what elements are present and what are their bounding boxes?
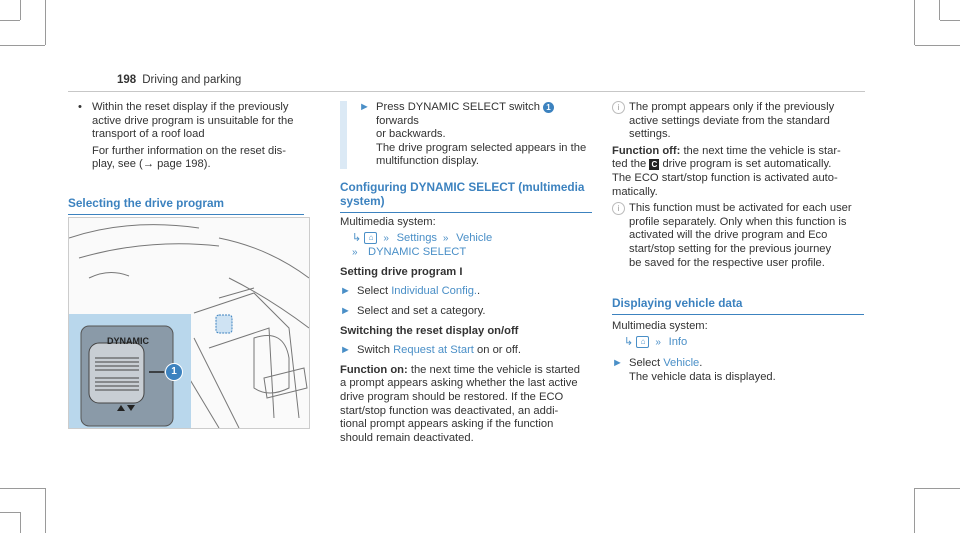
chevron-right-icon: » xyxy=(352,247,358,259)
switch-highlight-marker xyxy=(216,315,232,333)
figure-label: DYNAMIC xyxy=(107,336,149,346)
menu-settings[interactable]: Settings xyxy=(396,231,438,244)
text-line: or backwards. xyxy=(376,128,446,141)
dynamic-select-switch xyxy=(89,343,144,403)
instruction-step xyxy=(359,101,592,169)
crop-mark xyxy=(20,0,21,20)
step-arrow-icon: ► xyxy=(359,101,370,113)
crop-mark xyxy=(914,0,915,45)
multimedia-label: Multimedia system: xyxy=(612,320,708,332)
page-reference-link[interactable]: play, see (→ page 198). xyxy=(92,158,211,171)
instruction-step: ► Select and set a category. xyxy=(340,304,486,317)
menu-info[interactable]: Info xyxy=(668,335,688,348)
step-arrow-icon: ► xyxy=(340,344,351,357)
crop-mark xyxy=(45,0,46,45)
section-title: Configuring DYNAMIC SELECT (multimedia system) xyxy=(340,180,592,213)
page-header-title: Driving and parking xyxy=(142,74,242,86)
path-arrow-icon: ↳ xyxy=(352,231,362,244)
menu-vehicle-data[interactable]: Vehicle xyxy=(663,357,700,370)
figure-illustration xyxy=(69,218,309,428)
section-title: Selecting the drive program xyxy=(68,196,304,215)
figure-drive-program-switch xyxy=(68,217,310,429)
column-right xyxy=(612,101,864,270)
function-on-paragraph: Function on: the next time the vehicle is started a prompt appears asking whether the last active drive program should be restored. If the ECO start/stop function was deactivated, an addi- tional prompt appears asking if the function should remain deactivated. xyxy=(340,363,580,444)
multimedia-label: Multimedia system: xyxy=(340,216,436,228)
text-line: Press DYNAMIC SELECT switch 1 forwards xyxy=(376,101,592,128)
crop-mark xyxy=(915,488,960,489)
step-arrow-icon: ► xyxy=(612,357,623,370)
crop-mark xyxy=(939,0,940,20)
note: i The prompt appears only if the previously active settings deviate from the standard settings. xyxy=(612,101,864,142)
menu-vehicle[interactable]: Vehicle xyxy=(456,231,493,244)
page-number: 198 xyxy=(117,74,137,86)
note: i This function must be activated for each user profile separately. Only when this function is activated will the drive program and Eco start/stop setting for the previous journey be saved for the respective user profile. xyxy=(612,202,864,270)
subheading: Setting drive program I xyxy=(340,265,463,278)
crop-mark xyxy=(940,20,960,21)
home-icon[interactable]: ⌂ xyxy=(636,336,649,348)
crop-mark xyxy=(45,488,46,533)
instruction-step: ► Select Vehicle. The vehicle data is displayed. xyxy=(612,357,776,383)
text-line: transport of a roof load xyxy=(92,128,205,141)
instruction-step: ► Select Individual Config.. xyxy=(340,285,481,298)
info-icon: i xyxy=(612,101,625,114)
path-arrow-icon: ↳ xyxy=(624,335,634,348)
menu-path xyxy=(340,232,592,246)
drive-program-c-icon: C xyxy=(649,159,659,170)
crop-mark xyxy=(0,512,20,513)
column-left xyxy=(78,101,310,172)
crop-mark xyxy=(20,512,21,533)
step-arrow-icon: ► xyxy=(340,285,351,298)
crop-mark xyxy=(915,45,960,46)
column-middle xyxy=(340,101,592,169)
subheading: Switching the reset display on/off xyxy=(340,324,519,337)
list-item xyxy=(78,101,310,172)
header-rule xyxy=(68,91,865,92)
info-icon: i xyxy=(612,202,625,215)
text-line: The drive program selected appears in the xyxy=(376,141,587,154)
menu-path xyxy=(612,336,864,350)
crop-mark xyxy=(914,488,915,533)
step-arrow-icon: ► xyxy=(340,304,351,317)
crop-mark xyxy=(0,488,45,489)
instruction-step: ► Switch Request at Start on or off. xyxy=(340,344,521,357)
crop-mark xyxy=(0,45,45,46)
bullet-dot: • xyxy=(78,101,82,113)
menu-request-at-start[interactable]: Request at Start xyxy=(393,344,474,357)
chevron-right-icon: » xyxy=(380,232,389,244)
column-right-body xyxy=(612,320,864,384)
callout-badge: 1 xyxy=(543,102,554,113)
text-line: multifunction display. xyxy=(376,155,480,168)
figure-callout: 1 xyxy=(165,363,183,381)
instruction-block xyxy=(340,101,592,169)
text-line: active drive program is unsuitable for the xyxy=(92,114,294,127)
chevron-right-icon: » xyxy=(440,232,449,244)
page-header xyxy=(117,74,241,86)
crop-mark xyxy=(0,20,20,21)
function-off-paragraph: Function off: the next time the vehicle is star- ted the C drive program is set automatically. The ECO start/stop function is activated auto- matically. xyxy=(612,144,841,198)
text-line: Within the reset display if the previously xyxy=(92,101,289,113)
text-line: For further information on the reset dis- xyxy=(92,144,287,157)
menu-path xyxy=(340,246,592,260)
section-title: Displaying vehicle data xyxy=(612,296,864,315)
home-icon[interactable]: ⌂ xyxy=(364,232,377,244)
column-middle-body xyxy=(340,216,592,445)
menu-individual-config[interactable]: Individual Config. xyxy=(391,285,478,298)
chevron-right-icon: » xyxy=(652,336,661,348)
menu-dynamic-select[interactable]: DYNAMIC SELECT xyxy=(368,246,467,259)
